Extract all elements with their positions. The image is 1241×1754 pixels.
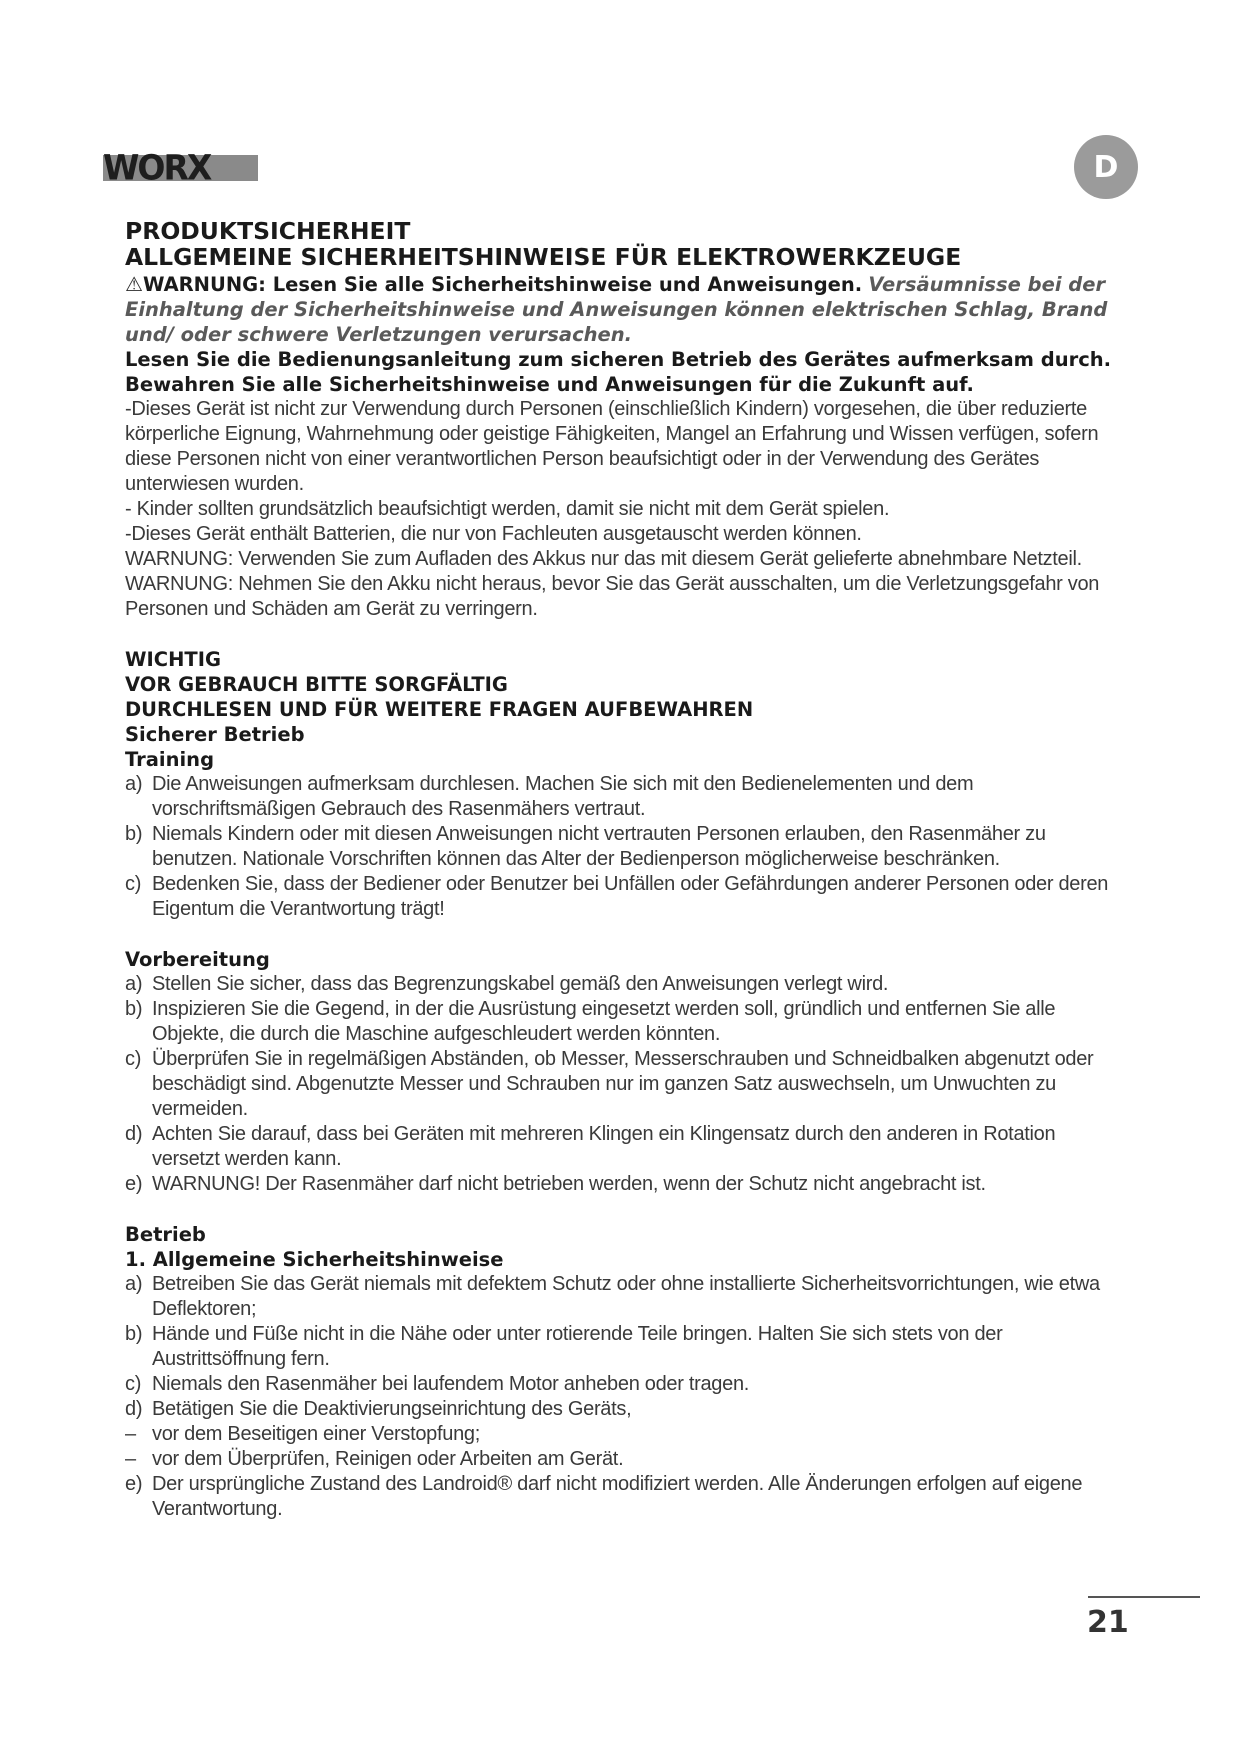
item-text: Der ursprüngliche Zustand des Landroid® darf nicht modifiziert werden. Alle Änderungen erfolgen auf eigene Verantwortung. bbox=[152, 1473, 1083, 1520]
safe-operation-heading: Sicherer Betrieb bbox=[125, 723, 305, 746]
preparation-heading: Vorbereitung bbox=[125, 948, 270, 971]
footer-divider bbox=[1088, 1596, 1200, 1598]
training-heading: Training bbox=[125, 748, 215, 771]
item-label: – bbox=[125, 1448, 136, 1470]
important-line-3: DURCHLESEN UND FÜR WEITERE FRAGEN AUFBEWAHREN bbox=[125, 698, 754, 721]
title-line-1: PRODUKTSICHERHEIT bbox=[125, 217, 411, 245]
item-label: a) bbox=[125, 773, 143, 795]
item-text: vor dem Überprüfen, Reinigen oder Arbeiten am Gerät. bbox=[152, 1448, 624, 1470]
item-label: b) bbox=[125, 823, 143, 845]
intro-paragraph: - Kinder sollten grundsätzlich beaufsichtigt werden, damit sie nicht mit dem Gerät spielen. bbox=[125, 498, 890, 520]
warning-italic: Versäumnisse bei der Einhaltung der Sicherheitshinweise und Anweisungen können elektrischen Schlag, Brand und/ oder schwere Verletzungen verursachen. bbox=[125, 273, 1108, 346]
list-item bbox=[125, 972, 1115, 997]
item-label: b) bbox=[125, 1323, 143, 1345]
language-badge: D bbox=[1074, 135, 1138, 199]
list-item bbox=[125, 772, 1115, 822]
note-keep-instructions: Bewahren Sie alle Sicherheitshinweise und Anweisungen für die Zukunft auf. bbox=[125, 373, 974, 396]
intro-paragraph: WARNUNG: Verwenden Sie zum Aufladen des Akkus nur das mit diesem Gerät gelieferte abnehmbare Netzteil. bbox=[125, 548, 1082, 570]
item-text: Bedenken Sie, dass der Bediener oder Benutzer bei Unfällen oder Gefährdungen anderer Personen oder deren Eigentum die Verantwortung trägt! bbox=[152, 873, 1109, 920]
item-label: a) bbox=[125, 1273, 143, 1295]
intro-paragraph: -Dieses Gerät ist nicht zur Verwendung durch Personen (einschließlich Kindern) vorgesehen, die über reduzierte körperliche Eignung, Wahrnehmung oder geistige Fähigkeiten, Mangel an Erfahrung und Wissen verfügen, sofern diese Personen nicht von einer verantwortlichen Person beaufsichtigt oder in der Verwendung des Gerätes unterwiesen wurden. bbox=[125, 398, 1099, 495]
list-item bbox=[125, 1172, 1115, 1197]
list-item bbox=[125, 1397, 1115, 1422]
note-read-manual: Lesen Sie die Bedienungsanleitung zum sicheren Betrieb des Gerätes aufmerksam durch. bbox=[125, 348, 1112, 371]
list-item bbox=[125, 1122, 1115, 1172]
list-item bbox=[125, 1422, 1115, 1447]
page-number: 21 bbox=[1087, 1605, 1129, 1640]
item-label: c) bbox=[125, 1373, 142, 1395]
warning-triangle-icon: ⚠ bbox=[125, 272, 143, 296]
training-list bbox=[125, 772, 1115, 922]
list-item bbox=[125, 1272, 1115, 1322]
list-item bbox=[125, 1447, 1115, 1472]
list-item bbox=[125, 1322, 1115, 1372]
general-safety-heading: 1. Allgemeine Sicherheitshinweise bbox=[125, 1248, 504, 1271]
important-heading: WICHTIG bbox=[125, 648, 221, 671]
item-label: b) bbox=[125, 998, 143, 1020]
item-label: – bbox=[125, 1423, 136, 1445]
operation-list bbox=[125, 1272, 1115, 1522]
item-text: Überprüfen Sie in regelmäßigen Abständen, ob Messer, Messerschrauben und Schneidbalken abgenutzt oder beschädigt sind. Abgenutzte Messer und Schrauben nur im ganzen Satz auswechseln, um Unwuchten zu vermeiden. bbox=[152, 1048, 1094, 1120]
page-content bbox=[125, 218, 1115, 1522]
important-line-2: VOR GEBRAUCH BITTE SORGFÄLTIG bbox=[125, 673, 508, 696]
list-item bbox=[125, 872, 1115, 922]
item-text: WARNUNG! Der Rasenmäher darf nicht betrieben werden, wenn der Schutz nicht angebracht ist. bbox=[152, 1173, 986, 1195]
item-label: e) bbox=[125, 1473, 143, 1495]
item-label: d) bbox=[125, 1123, 143, 1145]
item-text: Stellen Sie sicher, dass das Begrenzungskabel gemäß den Anweisungen verlegt wird. bbox=[152, 973, 889, 995]
intro-paragraph: WARNUNG: Nehmen Sie den Akku nicht heraus, bevor Sie das Gerät ausschalten, um die Verletzungsgefahr von Personen und Schäden am Gerät zu verringern. bbox=[125, 573, 1100, 620]
item-label: a) bbox=[125, 973, 143, 995]
item-text: Die Anweisungen aufmerksam durchlesen. Machen Sie sich mit den Bedienelementen und dem vorschriftsmäßigen Gebrauch des Rasenmähers vertraut. bbox=[152, 773, 974, 820]
item-text: Achten Sie darauf, dass bei Geräten mit mehreren Klingen ein Klingensatz durch den anderen in Rotation versetzt werden kann. bbox=[152, 1123, 1056, 1170]
item-label: d) bbox=[125, 1398, 143, 1420]
item-text: Inspizieren Sie die Gegend, in der die Ausrüstung eingesetzt werden soll, gründlich und entfernen Sie alle Objekte, die durch die Maschine aufgeschleudert werden könnten. bbox=[152, 998, 1056, 1045]
list-item bbox=[125, 822, 1115, 872]
item-text: Hände und Füße nicht in die Nähe oder unter rotierende Teile bringen. Halten Sie sich stets von der Austrittsöffnung fern. bbox=[152, 1323, 1003, 1370]
item-label: c) bbox=[125, 873, 142, 895]
item-text: Niemals den Rasenmäher bei laufendem Motor anheben oder tragen. bbox=[152, 1373, 750, 1395]
item-text: Betreiben Sie das Gerät niemals mit defektem Schutz oder ohne installierte Sicherheitsvorrichtungen, wie etwa Deflektoren; bbox=[152, 1273, 1100, 1320]
preparation-list bbox=[125, 972, 1115, 1197]
brand-logo: WORX bbox=[103, 147, 211, 188]
list-item bbox=[125, 1047, 1115, 1122]
operation-heading: Betrieb bbox=[125, 1223, 206, 1246]
warning-block bbox=[125, 272, 1115, 347]
title-line-2: ALLGEMEINE SICHERHEITSHINWEISE FÜR ELEKTROWERKZEUGE bbox=[125, 243, 962, 271]
list-item bbox=[125, 1372, 1115, 1397]
item-text: Betätigen Sie die Deaktivierungseinrichtung des Geräts, bbox=[152, 1398, 632, 1420]
item-label: c) bbox=[125, 1048, 142, 1070]
item-text: vor dem Beseitigen einer Verstopfung; bbox=[152, 1423, 480, 1445]
intro-paragraph: -Dieses Gerät enthält Batterien, die nur von Fachleuten ausgetauscht werden können. bbox=[125, 523, 862, 545]
item-label: e) bbox=[125, 1173, 143, 1195]
list-item bbox=[125, 997, 1115, 1047]
list-item bbox=[125, 1472, 1115, 1522]
warning-lead: WARNUNG: Lesen Sie alle Sicherheitshinweise und Anweisungen. bbox=[142, 273, 863, 296]
item-text: Niemals Kindern oder mit diesen Anweisungen nicht vertrauten Personen erlauben, den Rasenmäher zu benutzen. Nationale Vorschriften können das Alter der Bedienperson möglicherweise beschränken. bbox=[152, 823, 1046, 870]
